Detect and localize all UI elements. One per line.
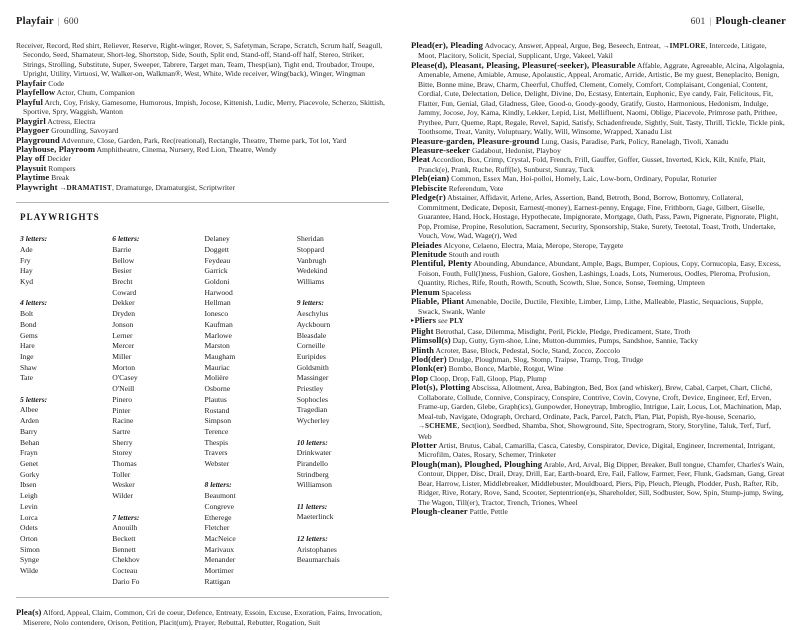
entry-senses: Referendum, Vote [448,183,504,193]
playwright-list-item: Doggett [204,244,229,254]
playwright-list-item: Shaw [20,362,37,372]
playwright-list-item: Toller [112,469,131,479]
playwright-list-item: Euripides [296,351,326,361]
playwright-list-item: Leigh [20,491,38,501]
playwright-list-item: Bolt [20,309,34,319]
playwright-list-item: Marivaux [204,544,235,554]
right-running-head-divider: | [709,17,712,27]
letter-group-heading: 9 letters: [296,298,324,308]
entry-headword: Pliable, Pliant [411,296,465,307]
playwright-list-item: Ayckbourn [296,319,331,329]
entry-headword: Plod(der) [411,353,447,364]
playwright-list-item: Marlowe [204,330,232,340]
list-spacer [297,288,389,299]
entry-headword: Playful [16,96,43,107]
playwright-list-item: Sheridan [296,234,324,244]
list-spacer [297,427,389,438]
entry-senses: , Sect(ion), Seedbed, Shamba, Shot, Showground, Site, Spectrogram, Story, Storyline, Taluk, Terf, Turf, Web [418,421,771,441]
playwright-list-item: Synge [20,555,39,565]
list-spacer [297,491,389,502]
letter-group-heading: 8 letters: [204,480,232,490]
entry-headword: Please(d), Pleasant, Pleasing, Pleasure(-seeker), Pleasurable [411,59,636,70]
right-entry-list [411,41,786,517]
playwright-list-item: Beaumont [204,491,236,501]
playwright-list-item: Drinkwater [296,448,332,458]
left-running-head-divider: | [57,17,60,27]
entry-headword: Plot(s), Plotting [411,382,470,393]
playwright-list-item: Coward [112,287,137,297]
playwright-list-item: Ade [20,244,33,254]
plea-entry-block [16,608,389,627]
entry-headword: Playgoer [16,125,50,136]
entry-see-label: see [438,316,448,326]
playwright-list-item: Pinter [112,405,131,415]
right-running-head-word: Plough-cleaner [715,16,786,27]
entry-headword: Playwright [16,181,58,192]
dictionary-entry [411,346,786,355]
playwright-list-item: Behan [20,437,40,447]
dictionary-entry [411,61,786,137]
entry-headword: Playfellow [16,87,56,98]
playwright-list-item: Kaufman [204,319,233,329]
dictionary-entry [411,441,786,460]
playwright-list-item: Wilder [112,491,134,501]
entry-headword: Plead(er), Pleading [411,40,484,50]
dictionary-entry [411,383,786,441]
entry-senses: Arable, Ard, Arval, Big Dipper, Breaker, Bull tongue, Chamfer, Charles's Wain, Contour, Dipper, Disc, Drail, Dray, Drill, Ear, Earth-board, Ere, Fail, Fallow, Farmer, Feer, Flunk, Gadsman, Gang, Great Bear, Harrow, Lister, Middlebreaker, Middlebuster, Mouldboard, Piers, Pip, Pleuch, Pleugh, Plodder, Push, Rafter, Rib, Ridger, Rive, Rotary, Rove, Sand, Scooter, Septentrion(e)s, Shareholder, Sill, Sodbuster, Sow, Spin, Stump-jump, Swing, The Wagon, Till(er), Tractor, Trench, Triones, Wheel [418,459,785,507]
playwright-list-item: Webster [204,459,230,469]
dictionary-entry [411,327,786,336]
entry-senses: Pattle, Pettle [469,507,508,517]
playwright-list-item: Wedekind [296,266,328,276]
entry-senses: Bombo, Bonce, Marble, Rotgut, Wine [448,364,564,374]
entry-senses: Lung, Oasis, Paradise, Park, Policy, Ranelagh, Tivoli, Xanadu [541,136,729,146]
letter-group-heading: 7 letters: [112,512,140,522]
playwright-list-item: Mauriac [204,362,230,372]
left-entry-list [16,41,389,193]
dictionary-entry [16,117,389,126]
playwright-list-item: Goldoni [204,277,230,287]
letter-group-heading: 3 letters: [20,234,48,244]
dictionary-entry [16,183,389,193]
dictionary-entry [411,41,786,61]
entry-headword: Pleat [411,154,431,165]
playwright-list-item: Beckett [112,533,136,543]
playwright-list-item: Marston [204,341,230,351]
entry-headword: Plotter [411,440,437,451]
playwright-list-item: Thespis [204,437,229,447]
dictionary-entry [411,288,786,297]
cross-reference-link[interactable]: PLY [449,317,464,326]
cross-reference-link[interactable]: IMPLORE [669,42,706,50]
plea-entry [16,608,389,627]
playwright-list-item: Osborne [204,384,231,394]
playwright-list-item: Priestley [296,384,324,394]
dictionary-entry [411,364,786,373]
playwright-list-item: Lerner [112,330,133,340]
playwright-list-item: Harwood [204,287,233,297]
playwright-list-item: Albee [20,405,39,415]
playwright-list-item: Besier [112,266,132,276]
left-column [16,16,401,630]
letter-group-heading: 10 letters: [296,437,328,447]
list-spacer [205,470,297,481]
entry-headword: Pliers [414,315,437,326]
dictionary-entry [411,259,786,287]
playwright-list-item: Barrie [112,244,132,254]
playwrights-column [112,234,204,587]
continued-senses-paragraph [16,41,389,79]
playwright-list-item: Gems [20,330,38,340]
entry-headword: Pleiades [411,239,442,250]
dictionary-entry [411,241,786,250]
letter-group-heading: 5 letters: [20,394,48,404]
playwright-list-item: Orton [20,533,38,543]
entry-senses: Stouth and routh [448,249,499,259]
playwrights-column [205,234,297,587]
playwright-list-item: Tate [20,373,33,383]
entry-senses: Betrothal, Case, Dilemma, Misdight, Peril, Pickle, Pledge, Predicament, State, Troth [435,326,691,336]
left-running-head [16,16,389,27]
entry-headword: Plight [411,325,434,336]
dictionary-entry [16,79,389,88]
playwright-list-item: Garrick [204,266,228,276]
playwrights-panel [16,202,389,598]
entry-senses: Abscissa, Allotment, Area, Babington, Bed, Box (and whisker), Brew, Cabal, Carpet, Chart, Cliché, Collaborate, Collude, Connive, Conspiracy, Conspire, Contrive, Covin, Covyne, Croft, Device, Engineer, Erf, Erven, Frame-up, Garden, Glebe, Graph(ics), Gunpowder, Honeytrap, Imbroglio, Intrigue, Lair, Locus, Lot, Machination, Map, Meal-tub, Navigate, Odograph, Orchard, Ordinate, Pack, Parcel, Patch, Plan, Plat, Popish, Rye-house, Scenario, [418,383,782,421]
dictionary-entry [411,460,786,507]
playwright-list-item: Aeschylus [296,309,329,319]
letter-group-heading: 4 letters: [20,298,48,308]
playwrights-panel-title: PLAYWRIGHTS [20,212,100,223]
playwright-list-item: Wesker [112,480,135,490]
entry-senses: Amenable, Docile, Ductile, Flexible, Limber, Limp, Lithe, Malleable, Plastic, Sequacious, Supple, Swack, Swank, Wanle [418,297,764,316]
playwright-list-item: Pirandello [296,458,328,468]
entry-headword: Plenitude [411,248,447,259]
playwright-list-item: Molière [204,373,229,383]
playwright-list-item: Fletcher [204,523,230,533]
cross-reference-arrow-icon: → [59,183,67,192]
entry-senses: Amphitheatre, Cinema, Nursery, Red Lion, Theatre, Wendy [96,144,277,154]
playwright-list-item: Rattigan [204,576,231,586]
playwright-list-item: Dario Fo [112,576,140,586]
playwright-list-item: Bellow [112,255,135,265]
playwright-list-item: Aristophanes [296,544,337,554]
dictionary-entry [411,316,786,326]
entry-senses: Gadabout, Hedonist, Playboy [471,145,561,155]
dictionary-entry [16,88,389,97]
continued-senses-text: Receiver, Record, Red shirt, Reliever, Reserve, Right-winger, Rover, S, Safetyman, Scrape, Scratch, Scrum half, Seagull, Secondo, Seed, Shamateur, Short-leg, Shortstop, Side, South, Split end, Stand-off, Stand-off half, Stereo, Striker, Strings, Strolling, Substitute, Super, Sweeper, Tabrere, Target man, Team, Thesp(ian), Tight end, Troubador, Troupe, Upright, Utility, Virtuosi, W, Walker-on, Walkman®, West, White, Wide receiver, Wing(back), Winger, Wingman [16,41,383,79]
dictionary-entry [411,193,786,240]
playwright-list-item: Kyd [20,277,34,287]
dictionary-entry [411,184,786,193]
entry-senses: Drudge, Ploughman, Slog, Stomp, Traipse, Tramp, Trog, Trudge [448,354,644,364]
playwright-list-item: Strindberg [296,469,329,479]
entry-senses: Alcyone, Celaeno, Electra, Maia, Merope, Sterope, Taygete [443,240,624,250]
list-spacer [20,288,112,299]
right-running-head [411,16,786,27]
playwright-list-item: Barry [20,426,38,436]
playwright-list-item: Terence [204,426,229,436]
entry-headword: Plonk(er) [411,363,447,374]
entry-bullet-icon: ▸ [411,317,415,324]
playwright-list-item: Bennett [112,544,136,554]
entry-headword: Plough(man), Ploughed, Ploughing [411,458,543,469]
playwright-list-item: Williams [296,277,325,287]
entry-senses: Arch, Coy, Frisky, Gamesome, Humorous, Impish, Jocose, Kittenish, Ludic, Merry, Piacevole, Scherzo, Skittish, Sportive, Spry, Waggish, Wanton [23,97,385,117]
playwright-list-item: Racine [112,416,134,426]
playwright-list-item: Feydeau [204,255,231,265]
entry-senses: Code [48,78,65,88]
playwright-list-item: Ibsen [20,480,37,490]
entry-senses: , Dramaturge, Dramaturgist, Scriptwriter [112,182,235,192]
entry-headword: Playhouse, Playroom [16,143,96,154]
playwright-list-item: Etherege [204,512,232,522]
right-entries-container [411,41,786,517]
entry-headword: Plop [411,372,429,383]
playwright-list-item: Mercer [112,341,135,351]
entry-senses: Dap, Gutty, Gym-shoe, Line, Mutton-dummies, Pumps, Sandshoe, Sannie, Tacky [452,336,699,346]
list-spacer [297,523,389,534]
playwright-list-item: Thomas [112,459,137,469]
entry-senses: Abounding, Abundance, Abundant, Ample, Bags, Bumper, Copious, Copy, Cornucopia, Easy, Excess, Foison, Fouth, Full(l)ness, Fushion, Galore, Goshen, Lashings, Loads, Lots, Numerous, Oodles, Pleroma, Profusion, Quantity, Riches, Rife, Routh, Rowth, Scouth, Scowth, Slue, Sonce, Sonse, Teeming, Umpteen [418,259,781,288]
entry-senses: Cloop, Drop, Fall, Gloop, Plap, Plump [430,373,547,383]
playwright-list-item: Menander [204,555,236,565]
entry-senses: Artist, Brutus, Cabal, Camarilla, Casca, Catesby, Conspirator, Device, Digital, Engineer, Incremental, Intrigant, Microfilm, Oates, Rosary, Schemer, Trinketer [418,441,776,460]
playwrights-panel-columns [16,234,389,587]
cross-reference-arrow-icon: → [418,422,425,431]
playwright-list-item: Hay [20,266,33,276]
playwright-list-item: Genet [20,458,39,468]
playwright-list-item: Lorca [20,512,38,522]
letter-group-heading: 6 letters: [112,234,140,244]
entry-headword: Pleb(eian) [411,173,450,184]
entry-headword: Playfair [16,77,47,88]
entry-senses: Break [51,173,70,183]
playwright-list-item: Corneille [296,341,326,351]
playwright-list-item: Williamson [296,480,332,490]
entry-senses: Spaceless [441,287,472,297]
playwright-list-item: MacNeice [204,533,236,543]
letter-group-heading: 11 letters: [296,501,328,511]
entry-headword: Plentiful, Plenty [411,258,472,269]
playwright-list-item: Vanbrugh [296,255,327,265]
playwright-list-item: Storey [112,448,133,458]
playwright-list-item: Mortimer [204,566,234,576]
playwrights-column [297,234,389,587]
entry-headword: Playsuit [16,162,47,173]
entry-headword: Plebiscite [411,182,447,193]
entry-senses: Abstainer, Affidavit, Arlene, Arles, Assertion, Band, Betroth, Bond, Borrow, Bottomry, Collateral, Commitment, Dedicate, Deposit, Earnest(-money), Earnest-penny, Engage, Fine, Frithborn, Gage, Gilbert, Giselle, Guarantee, Hand, Hock, Hostage, Hypothecate, Impignorate, Mortgage, Oath, Pass, Pawn, Pignerate, Pignorate, Plight, Pop, Promise, Propine, Resolution, Sacrament, Security, Sponsorship, Stake, Surety, Teetotal, Toast, Troth, Undertake, Vouch, Vow, Wad, Wage(r), Wed [418,193,779,241]
playwright-list-item: Wycherley [296,416,330,426]
playwright-list-item: Simpson [204,416,232,426]
playwright-list-item: Jonson [112,319,134,329]
playwright-list-item: Massinger [296,373,329,383]
playwright-list-item: Dekker [112,298,135,308]
entry-senses: Actor, Chum, Companion [56,88,135,98]
playwright-list-item: Plautus [204,394,227,404]
entry-senses: Affable, Aggrate, Agreeable, Alcina, Algolagnia, Amenable, Amene, Amiable, Amuse, Apolaustic, Appeal, Aromatic, Arride, Artistic, Be my guest, Beneplacito, Benign, Bitte, Bonne mine, Braw, Charm, Cheerful, Chuffed, Clement, Comely, Comfort, Complaisant, Congenial, Content, Cordial, Cute, Delectation, Delice, Delight, Divine, Do, Ecstasy, Entertain, Euphonic, Eye candy, Fair, Felicitous, Fit, Flatter, Fun, Genial, Glad, Gladness, Glee, Good-o, Goody-goody, Gratify, Gusto, Harmonious, Hedonism, Indulge, Jammy, Jocose, Joy, Kama, Kindly, Lekker, Lepid, List, Mellifluent, Naomi, Oblige, Piacevole, Primrose path, Prithee, Prythee, Purr, Queme, Rapt, Regale, Revel, Sapid, Satisfy, Schadenfreude, Sightly, Suit, Tasty, Thrill, Tickle, Tickle pink, Toothsome, Treat, Vanity, Voluptuary, Wally, Will, Winsome, Wrapped, Xanadu List [418,60,785,137]
playwright-list-item: Inge [20,351,34,361]
playwright-list-item: Maeterlinck [296,512,334,522]
entry-senses: Common, Essex Man, Hoi-polloi, Homely, Laic, Low-born, Ordinary, Popular, Roturier [451,174,717,184]
entry-senses: Acroter, Base, Block, Pedestal, Socle, Stand, Zocco, Zoccolo [435,345,621,355]
playwrights-column [20,234,112,587]
playwright-list-item: Cocteau [112,566,138,576]
playwright-list-item: Stoppard [296,244,325,254]
playwright-list-item: Frayn [20,448,38,458]
dictionary-entry [411,174,786,183]
playwright-list-item: Brecht [112,277,133,287]
dictionary-entry [411,297,786,316]
entry-headword: Pledge(r) [411,192,446,203]
left-page-folio: 600 [63,17,79,27]
entry-headword: Plimsoll(s) [411,335,451,346]
entry-senses: Rompers [48,163,76,173]
playwright-list-item: Morton [112,362,136,372]
dictionary-entry [411,336,786,345]
playwright-list-item: Sophocles [296,394,328,404]
entry-senses: , Intercede, Litigate, Moot, Placitory, Solicit, Special, Supplicant, Urge, Vakeel, Vakil [418,41,767,61]
entry-senses: Decider [47,154,71,164]
entry-headword: Pleasure-garden, Pleasure-ground [411,135,540,146]
playwright-list-item: Simon [20,544,40,554]
playwright-list-item: Miller [112,351,132,361]
playwright-list-item: Hare [20,341,35,351]
entry-senses: Actress, Electra [47,116,96,126]
playwright-list-item: O'Casey [112,373,138,383]
playwright-list-item: Ionesco [204,309,229,319]
dictionary-entry [411,507,786,516]
playwright-list-item: Congreve [204,501,235,511]
playwright-list-item: Chekhov [112,555,140,565]
playwright-list-item: Arden [20,416,39,426]
entry-headword: Pleasure-seeker [411,144,471,155]
playwright-list-item: Rostand [204,405,230,415]
dictionary-entry [16,98,389,117]
cross-reference-link[interactable]: DRAMATIST [66,183,112,192]
entry-senses: Adventure, Close, Garden, Park, Rec(reational), Rectangle, Theatre, Theme park, Tot lot, Yard [61,135,347,145]
playwright-list-item: Odets [20,523,38,533]
dictionary-entry [16,154,389,163]
dictionary-entry [411,155,786,174]
plea-headword: Plea(s) [16,607,42,618]
list-spacer [20,384,112,395]
entry-headword: Playtime [16,172,50,183]
left-running-head-word: Playfair [16,16,54,27]
entry-senses: Accordion, Box, Crimp, Crystal, Fold, French, Frill, Gauffer, Goffer, Gusset, Inverted, Kick, Kilt, Knife, Plait, Pranck(e), Prank, Ruche, Ruff(le), Sunburst, Sunray, Tuck [418,155,766,174]
right-page-folio: 601 [690,17,706,27]
entry-headword: Playground [16,134,60,145]
cross-reference-link[interactable]: SCHEME [425,422,458,431]
dictionary-entry [16,145,389,154]
entry-senses: Advocacy, Answer, Appeal, Argue, Beg, Beseech, Entreat, [484,41,663,50]
playwright-list-item: Anouilh [112,523,138,533]
dictionary-entry [411,355,786,364]
cross-reference-arrow-icon: → [662,42,670,50]
playwright-list-item: Dryden [112,309,136,319]
playwright-list-item: Travers [204,448,228,458]
playwright-list-item: Sherry [112,437,133,447]
plea-senses: Alford, Appeal, Claim, Common, Cri de coeur, Defence, Entreaty, Essoin, Excuse, Exoration, Fains, Invocation, Miserere, Nolo contendere, Orison, Petition, Placit(um), Prayer, Rebuttal, Rebutter, Rogation, Suit [23,608,382,627]
playwright-list-item: Hellman [204,298,231,308]
playwright-list-item: Delaney [204,234,230,244]
playwright-list-item: Levin [20,501,38,511]
entry-headword: Playgirl [16,115,46,126]
entry-headword: Plinth [411,344,435,355]
dictionary-entry [16,164,389,173]
playwright-list-item: Goldsmith [296,362,329,372]
entry-senses: Groundling, Savoyard [51,126,119,136]
playwright-list-item: Beaumarchais [296,555,340,565]
playwright-list-item: Wilde [20,566,39,576]
playwright-list-item: Bond [20,319,37,329]
playwright-list-item: Gorky [20,469,40,479]
playwright-list-item: Tragedian [296,405,328,415]
dictionary-entry [16,173,389,182]
letter-group-heading: 12 letters: [296,533,328,543]
playwright-list-item: Maugham [204,351,236,361]
playwright-list-item: O'Neill [112,384,135,394]
playwright-list-item: Bleasdale [296,330,327,340]
list-spacer [112,502,204,513]
dictionary-entry [16,126,389,135]
right-column [401,16,786,630]
playwright-list-item: Fry [20,255,31,265]
entry-headword: Play off [16,153,46,164]
playwright-list-item: Sartre [112,426,131,436]
playwright-list-item: Pinero [112,394,133,404]
entry-headword: Plenum [411,286,440,297]
left-entries-container [16,79,389,193]
entry-headword: Plough-cleaner [411,506,468,517]
